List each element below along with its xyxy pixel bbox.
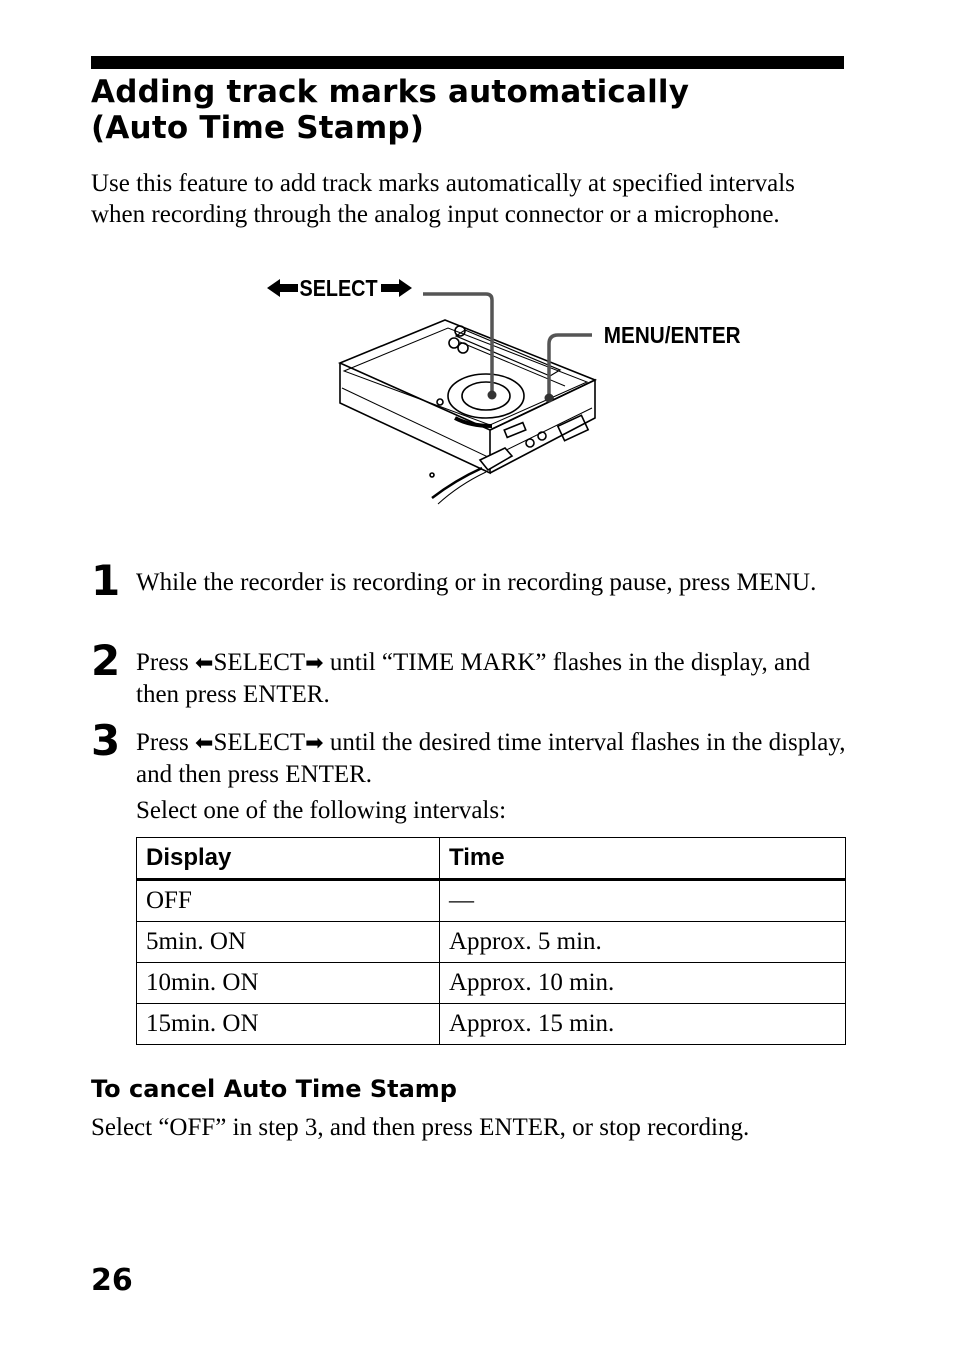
left-arrow-icon: ⬅ (195, 731, 214, 756)
step-text: While the recorder is recording or in recording pause, press MENU. (136, 569, 817, 596)
table-row (137, 963, 846, 1004)
column-header-display: Display (137, 838, 440, 880)
select-label: SELECT (299, 275, 378, 302)
step-number: 2 (91, 636, 121, 685)
left-arrow-icon: ⬅ (195, 651, 214, 676)
page-title (91, 74, 851, 146)
title-line-2: (Auto Time Stamp) (91, 110, 425, 146)
intervals-intro: Select one of the following intervals: (136, 797, 507, 824)
left-arrow-icon (267, 279, 298, 297)
step-text-after: until “TIME MARK” flashes in the display, and then press ENTER. (136, 649, 811, 708)
menu-enter-label: MENU/ENTER (603, 321, 741, 349)
right-arrow-icon: ➡ (305, 731, 324, 756)
step-text (136, 727, 848, 790)
recorder-illustration (260, 268, 760, 508)
time-cell: Approx. 5 min. (440, 922, 846, 963)
display-cell: 15min. ON (137, 1004, 440, 1045)
step-text-before: Press (136, 729, 196, 756)
select-button-name: SELECT (213, 649, 306, 676)
table-row (137, 880, 846, 922)
right-arrow-icon (381, 279, 412, 297)
step-text (136, 647, 848, 710)
section-rule (91, 56, 844, 69)
intro-paragraph: Use this feature to add track marks automatically at specified intervals when recording through the analog input connector or a microphone. (91, 170, 795, 228)
title-line-1: Adding track marks automatically (91, 74, 690, 110)
page-number: 26 (91, 1263, 133, 1298)
intervals-table (136, 837, 846, 1045)
cancel-instructions: Select “OFF” in step 3, and then press ENTER, or stop recording. (91, 1114, 750, 1141)
cancel-heading: To cancel Auto Time Stamp (91, 1075, 457, 1103)
time-cell: Approx. 15 min. (440, 1004, 846, 1045)
menu-enter-marker (545, 394, 554, 403)
time-cell: Approx. 10 min. (440, 963, 846, 1004)
step-number: 1 (91, 556, 121, 605)
table-header-row (137, 838, 846, 880)
step-number: 3 (91, 716, 121, 765)
time-cell: — (440, 880, 846, 922)
select-dial-marker (488, 391, 497, 400)
right-arrow-icon: ➡ (305, 651, 324, 676)
table-row (137, 1004, 846, 1045)
display-cell: OFF (137, 880, 440, 922)
minidisc-recorder (340, 320, 595, 504)
step-text-after: until the desired time interval flashes in the display, and then press ENTER. (136, 729, 846, 788)
step-text-before: Press (136, 649, 196, 676)
column-header-time: Time (440, 838, 846, 880)
select-callout (267, 276, 412, 302)
select-button-name: SELECT (213, 729, 306, 756)
display-cell: 5min. ON (137, 922, 440, 963)
table-row (137, 922, 846, 963)
display-cell: 10min. ON (137, 963, 440, 1004)
